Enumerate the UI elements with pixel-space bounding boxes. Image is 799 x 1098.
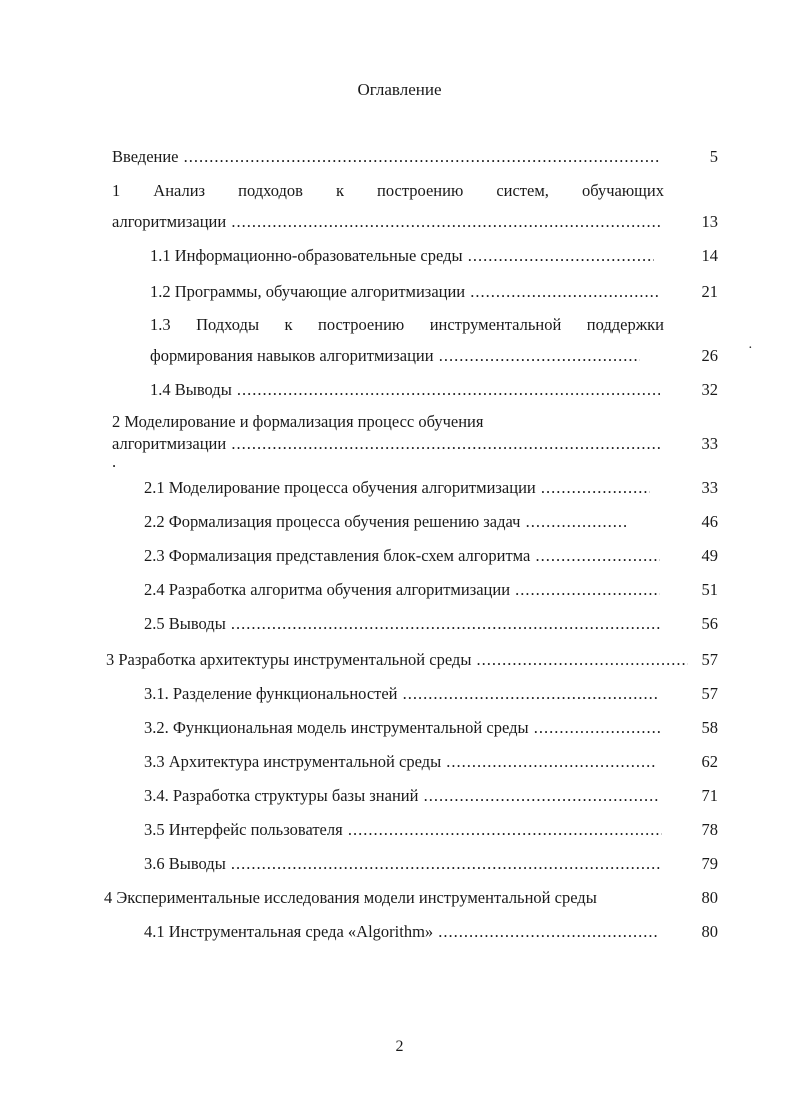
toc-entry-label: 3.4. Разработка структуры базы знаний bbox=[144, 786, 419, 805]
leader-dots bbox=[465, 282, 660, 302]
margin-mark: · bbox=[748, 341, 753, 356]
word: подходов bbox=[238, 181, 303, 200]
toc-page-number: 78 bbox=[701, 820, 718, 839]
leader-dots bbox=[398, 684, 660, 704]
toc-page-number: 14 bbox=[701, 246, 718, 265]
toc-entry-label: 3 Разработка архитектуры инструментальной среды bbox=[106, 650, 472, 669]
toc-entry-label: 3.5 Интерфейс пользователя bbox=[144, 820, 343, 839]
toc-page-number: 13 bbox=[701, 212, 718, 231]
word: поддержки bbox=[586, 315, 664, 334]
word: построению bbox=[317, 315, 405, 334]
toc-chapter-3 bbox=[106, 650, 688, 670]
leader-dots bbox=[343, 820, 662, 840]
leader-dots bbox=[232, 380, 660, 400]
toc-entry-label: 2.2 Формализация процесса обучения решению задач bbox=[144, 512, 521, 531]
leader-dots bbox=[463, 246, 654, 266]
toc-entry-label: 1.1 Информационно-образовательные среды bbox=[150, 246, 463, 265]
toc-entry-3-1 bbox=[144, 684, 660, 704]
toc-chapter-1-line2 bbox=[112, 212, 660, 232]
toc-entry-label: 3.3 Архитектура инструментальной среды bbox=[144, 752, 442, 771]
toc-entry-2-3 bbox=[144, 546, 660, 566]
leader-dots bbox=[520, 512, 626, 532]
leader-dots bbox=[529, 718, 662, 738]
leader-dots bbox=[510, 580, 660, 600]
word: к bbox=[284, 315, 293, 334]
toc-chapter-1-line1 bbox=[112, 181, 664, 201]
leader-dots bbox=[471, 650, 688, 670]
toc-entry-label: 1.4 Выводы bbox=[150, 380, 232, 399]
toc-page-number: 80 bbox=[701, 888, 718, 907]
toc-entry-3-3 bbox=[144, 752, 656, 772]
toc-page-number: 71 bbox=[701, 786, 718, 805]
toc-page-number: 5 bbox=[709, 147, 718, 166]
word: 1 bbox=[112, 181, 121, 200]
toc-entry-label: формирования навыков алгоритмизации bbox=[150, 346, 434, 365]
toc-entry-label: Введение bbox=[112, 147, 179, 166]
toc-page-number: 51 bbox=[701, 580, 718, 599]
toc-entry-1-1 bbox=[150, 246, 654, 266]
toc-entry-label: 3.2. Функциональная модель инструментальной среды bbox=[144, 718, 529, 737]
toc-page-number: 33 bbox=[701, 478, 718, 497]
toc-page-number: 21 bbox=[701, 282, 718, 301]
word: 1.3 bbox=[150, 315, 171, 334]
toc-page-number: 49 bbox=[701, 546, 718, 565]
toc-page-number: 80 bbox=[701, 922, 718, 941]
toc-entry-1-2 bbox=[150, 282, 660, 302]
leader-dots bbox=[226, 212, 660, 232]
toc-entry-label: 1.2 Программы, обучающие алгоритмизации bbox=[150, 282, 466, 301]
word: к bbox=[335, 181, 345, 200]
toc-entry-label: 2.5 Выводы bbox=[144, 614, 226, 633]
toc-entry-label: 2.1 Моделирование процесса обучения алгоритмизации bbox=[144, 478, 536, 497]
toc-page-number: 79 bbox=[701, 854, 718, 873]
toc-entry-3-5 bbox=[144, 820, 662, 840]
word: систем, bbox=[496, 181, 549, 200]
toc-entry-intro bbox=[112, 147, 660, 167]
leader-dots bbox=[179, 147, 660, 167]
toc-entry-label: 2.4 Разработка алгоритма обучения алгоритмизации bbox=[144, 580, 511, 599]
toc-entry-label: 4.1 Инструментальная среда «Algorithm» bbox=[144, 922, 434, 941]
toc-entry-label: 3.1. Разделение функциональностей bbox=[144, 684, 398, 703]
leader-dots bbox=[226, 434, 660, 454]
word: инструментальной bbox=[429, 315, 562, 334]
toc-page-number: 57 bbox=[701, 684, 718, 703]
toc-entry-2-4 bbox=[144, 580, 660, 600]
leader-dots bbox=[530, 546, 660, 566]
toc-entry-2-2 bbox=[144, 512, 626, 532]
leader-dots bbox=[434, 346, 640, 366]
toc-entry-label: алгоритмизации bbox=[112, 212, 227, 231]
toc-page-number: 62 bbox=[701, 752, 718, 771]
toc-chapter-2-line2 bbox=[112, 434, 660, 454]
leader-dots bbox=[441, 752, 656, 772]
toc-entry-label: алгоритмизации bbox=[112, 434, 227, 453]
leader-dots bbox=[226, 854, 660, 874]
word: построению bbox=[377, 181, 464, 200]
toc-entry-3-4 bbox=[144, 786, 658, 806]
toc-entry-2-5 bbox=[144, 614, 660, 634]
page-number: 2 bbox=[395, 1038, 404, 1055]
toc-entry-1-3-line2 bbox=[150, 346, 640, 366]
toc-page-number: 33 bbox=[701, 434, 718, 453]
toc-page-number: 32 bbox=[701, 380, 718, 399]
toc-entry-4-1 bbox=[144, 922, 658, 942]
leader-dots bbox=[433, 922, 658, 942]
stray-dot: . bbox=[112, 452, 117, 471]
toc-page-number: 57 bbox=[701, 650, 718, 669]
toc-entry-1-4 bbox=[150, 380, 660, 400]
toc-page-number: 58 bbox=[701, 718, 718, 737]
leader-dots bbox=[226, 614, 660, 634]
leader-dots bbox=[418, 786, 658, 806]
toc-entry-label: 3.6 Выводы bbox=[144, 854, 226, 873]
toc-page-number: 56 bbox=[701, 614, 718, 633]
toc-entry-label: 2.3 Формализация представления блок-схем алгоритма bbox=[144, 546, 531, 565]
toc-page-number: 26 bbox=[701, 346, 718, 365]
toc-entry-3-2 bbox=[144, 718, 662, 738]
toc-title: Оглавление bbox=[357, 80, 442, 99]
word: Анализ bbox=[153, 181, 206, 200]
toc-chapter-4: 4 Экспериментальные исследования модели инструментальной среды bbox=[104, 888, 597, 907]
toc-chapter-2-line1: 2 Моделирование и формализация процесс обучения bbox=[112, 412, 484, 431]
toc-entry-2-1 bbox=[144, 478, 650, 498]
word: обучающих bbox=[581, 181, 664, 200]
toc-entry-3-6 bbox=[144, 854, 660, 874]
word: Подходы bbox=[196, 315, 260, 334]
toc-entry-1-3-line1 bbox=[150, 315, 664, 335]
leader-dots bbox=[536, 478, 650, 498]
toc-page-number: 46 bbox=[701, 512, 718, 531]
